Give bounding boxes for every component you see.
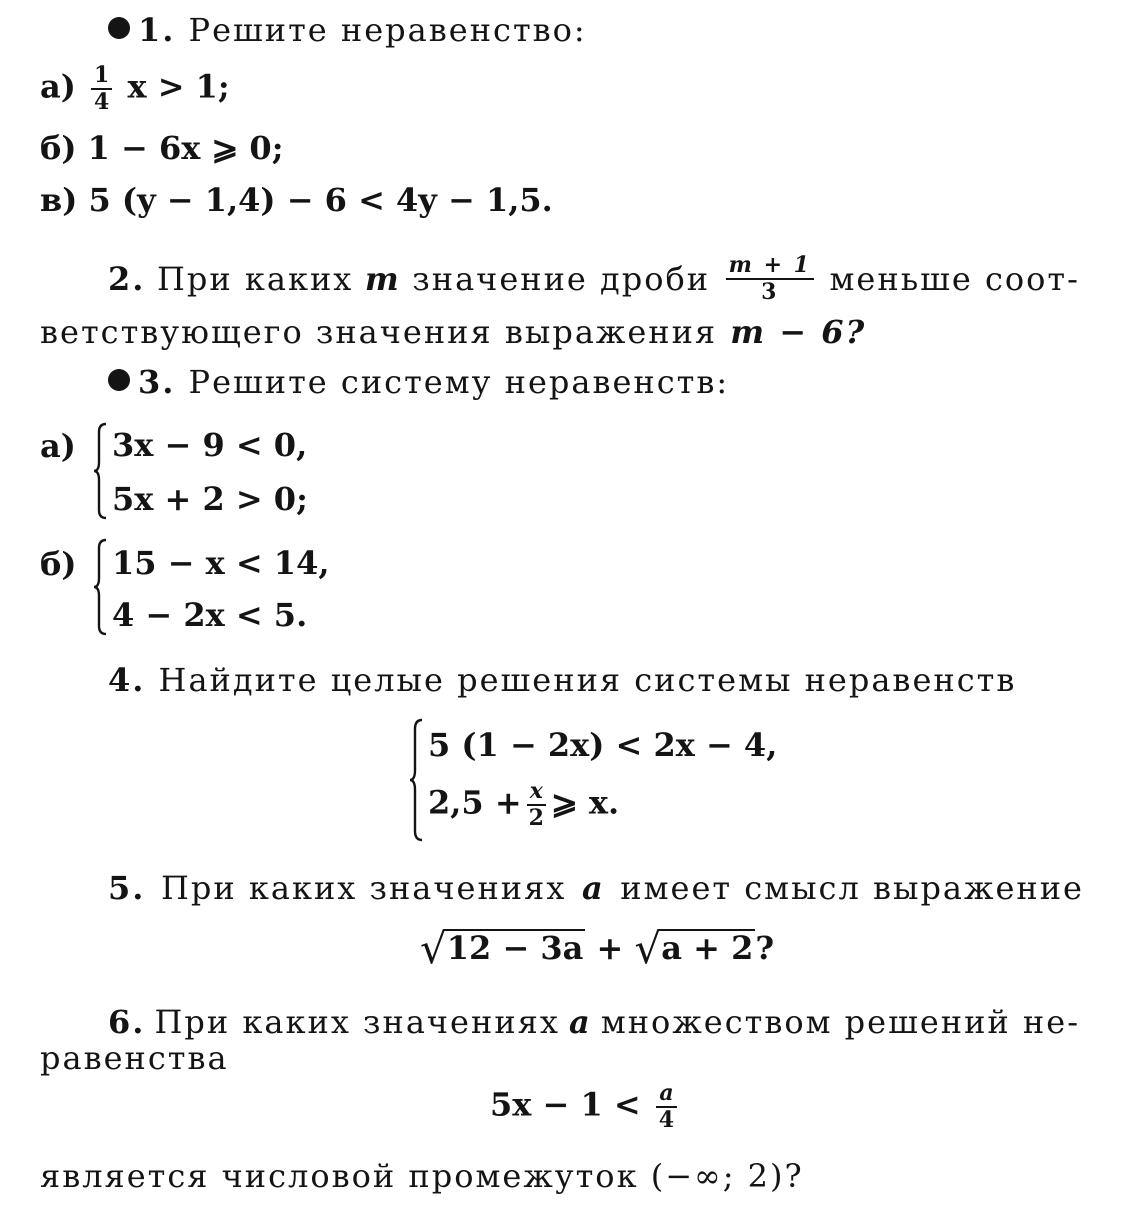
task-2-text-4: ветствующего значения выражения (40, 313, 718, 351)
task-1-heading (108, 11, 587, 49)
task-3b-row-1: 15 − x < 14, (112, 544, 330, 582)
task-4-row-2-right: ⩾ x. (550, 783, 620, 822)
task-6-var: a (568, 1003, 592, 1041)
sqrt-icon: √ (420, 924, 447, 973)
task-5-plus: + (596, 929, 624, 967)
task-1b-expression: 1 − 6x ⩾ 0; (87, 129, 284, 167)
task-4-row-2-left: 2,5 + (428, 783, 522, 822)
task-6-line-2: равенства (40, 1039, 229, 1077)
fraction-numerator: 1 (91, 64, 112, 90)
task-6-inequality-left: 5x − 1 < (490, 1085, 641, 1124)
task-5-heading (108, 869, 1084, 907)
fraction-denominator: 2 (528, 805, 544, 832)
task-6-text-2: множеством решений не- (600, 1003, 1080, 1041)
fraction-denominator: 4 (658, 1107, 675, 1134)
task-1a-fraction (91, 64, 112, 114)
task-6-fraction (656, 1082, 677, 1132)
task-1b (40, 129, 284, 167)
task-5-number: 5. (108, 869, 146, 907)
task-3b-row-2: 4 − 2x < 5. (112, 596, 308, 634)
fraction-denominator: 3 (761, 279, 779, 306)
task-5-var: a (581, 869, 605, 907)
sqrt-icon: √ (634, 924, 662, 973)
fraction-numerator: m + 1 (726, 254, 814, 280)
bullet-icon (108, 369, 130, 391)
fraction-numerator: x (527, 780, 546, 806)
task-2-text-1: При каких (156, 260, 354, 299)
task-2-number: 2. (108, 260, 146, 299)
task-3-title: Решите систему неравенств: (188, 363, 730, 401)
task-2-text-3: меньше соот- (829, 260, 1080, 299)
task-6-line-1 (108, 1003, 1080, 1041)
task-1a-label: а) (40, 67, 76, 106)
task-6-text-1: При каких значениях (154, 1003, 560, 1041)
task-3a-system (92, 422, 352, 520)
brace-icon (92, 422, 108, 520)
task-5-text-1: При каких значениях (161, 869, 567, 907)
brace-icon (408, 718, 424, 842)
task-4-row-2 (428, 780, 619, 830)
task-5-expression (420, 924, 775, 973)
task-3a-row-2: 5x + 2 > 0; (112, 480, 308, 518)
brace-icon (92, 538, 108, 636)
fraction-denominator: 4 (94, 89, 110, 116)
task-1c (40, 181, 553, 219)
task-5-radicand-1: 12 − 3a (446, 929, 584, 967)
task-6-inequality (490, 1082, 681, 1132)
task-2-text-2: значение дроби (412, 260, 711, 299)
task-3-number: 3. (138, 363, 176, 401)
task-3b-system (92, 538, 352, 636)
task-3a-label: а) (40, 427, 76, 465)
task-1c-expression: 5 (y − 1,4) − 6 < 4y − 1,5. (88, 181, 553, 219)
task-1b-label: б) (40, 129, 77, 167)
fraction-numerator: a (656, 1082, 676, 1108)
task-4-heading (108, 661, 1017, 699)
task-5-radicand-2: a + 2 (661, 929, 754, 967)
task-1a (40, 64, 230, 114)
task-4-row-1: 5 (1 − 2x) < 2x − 4, (428, 726, 778, 764)
task-2-line-1 (108, 254, 1080, 304)
task-5-text-2: имеет смысл выражение (620, 869, 1084, 907)
task-1c-label: в) (40, 181, 78, 219)
task-3a-row-1: 3x − 9 < 0, (112, 426, 308, 464)
task-6-final-line: является числовой промежуток (−∞; 2)? (40, 1157, 804, 1195)
task-3-heading (108, 363, 730, 401)
task-4-number: 4. (108, 661, 146, 699)
task-4-fraction (526, 780, 547, 830)
task-3b-label: б) (40, 545, 77, 583)
task-4-system (408, 718, 778, 842)
task-1-number: 1. (138, 11, 176, 49)
task-2-fraction (726, 254, 814, 304)
task-2-var-m: m (364, 260, 401, 299)
task-2-line-2 (40, 313, 867, 351)
task-1a-expression: x > 1; (127, 67, 230, 106)
task-4-title: Найдите целые решения системы неравенств (158, 661, 1017, 699)
task-2-expression: m − 6? (730, 313, 867, 351)
task-5-end: ? (755, 929, 775, 967)
task-1-title: Решите неравенство: (188, 11, 587, 49)
bullet-icon (108, 17, 130, 39)
task-6-number: 6. (108, 1003, 146, 1041)
